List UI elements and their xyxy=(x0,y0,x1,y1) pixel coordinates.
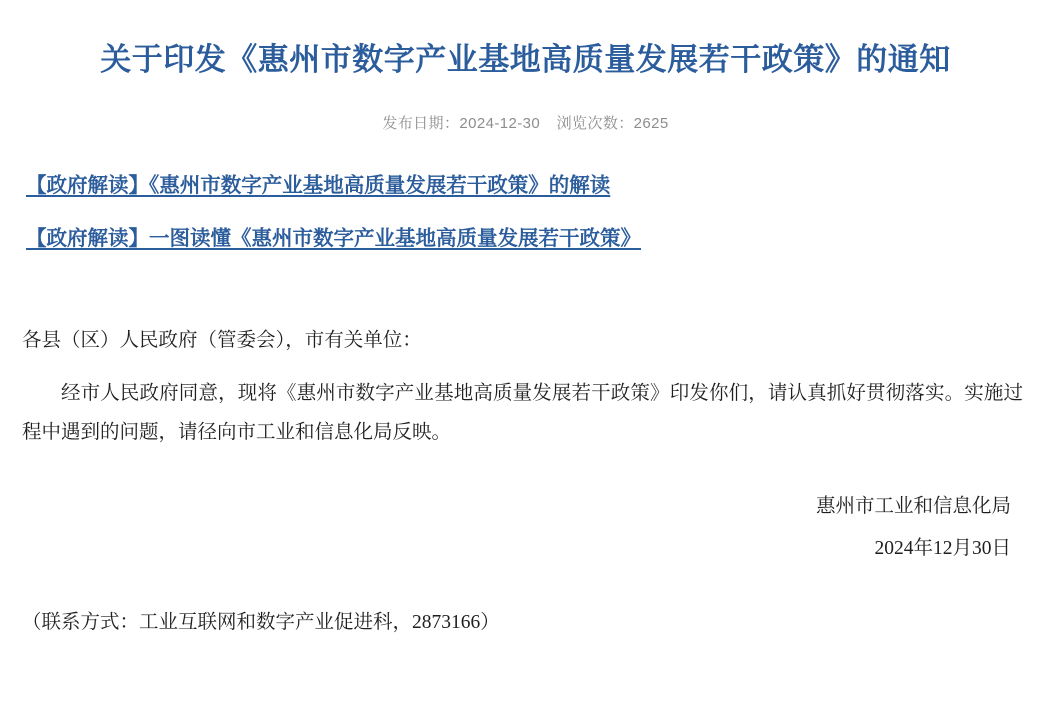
publish-date: 发布日期：2024-12-30 xyxy=(382,115,541,133)
signature-date: 2024年12月30日 xyxy=(874,538,1011,560)
body-salutation: 各县（区）人民政府（管委会），市有关单位： xyxy=(22,329,422,351)
document-meta xyxy=(22,112,1029,133)
related-links xyxy=(22,171,1029,255)
related-link-infographic[interactable]: 【政府解读】一图读懂《惠州市数字产业基地高质量发展若干政策》 xyxy=(26,227,641,250)
related-link-interpretation[interactable]: 【政府解读】《惠州市数字产业基地高质量发展若干政策》的解读 xyxy=(26,175,611,198)
document-body xyxy=(22,321,1029,641)
signature-block xyxy=(22,486,1029,572)
body-paragraph: 经市人民政府同意，现将《惠州市数字产业基地高质量发展若干政策》印发你们，请认真抓好贯彻落实。实施过程中遇到的问题，请径向市工业和信息化局反映。 xyxy=(22,382,1023,443)
signer-name: 惠州市工业和信息化局 xyxy=(815,495,1011,517)
view-count: 浏览次数：2625 xyxy=(556,115,669,133)
contact-info: （联系方式：工业互联网和数字产业促进科，2873166） xyxy=(22,612,500,634)
page-title: 关于印发《惠州市数字产业基地高质量发展若干政策》的通知 xyxy=(100,42,951,77)
